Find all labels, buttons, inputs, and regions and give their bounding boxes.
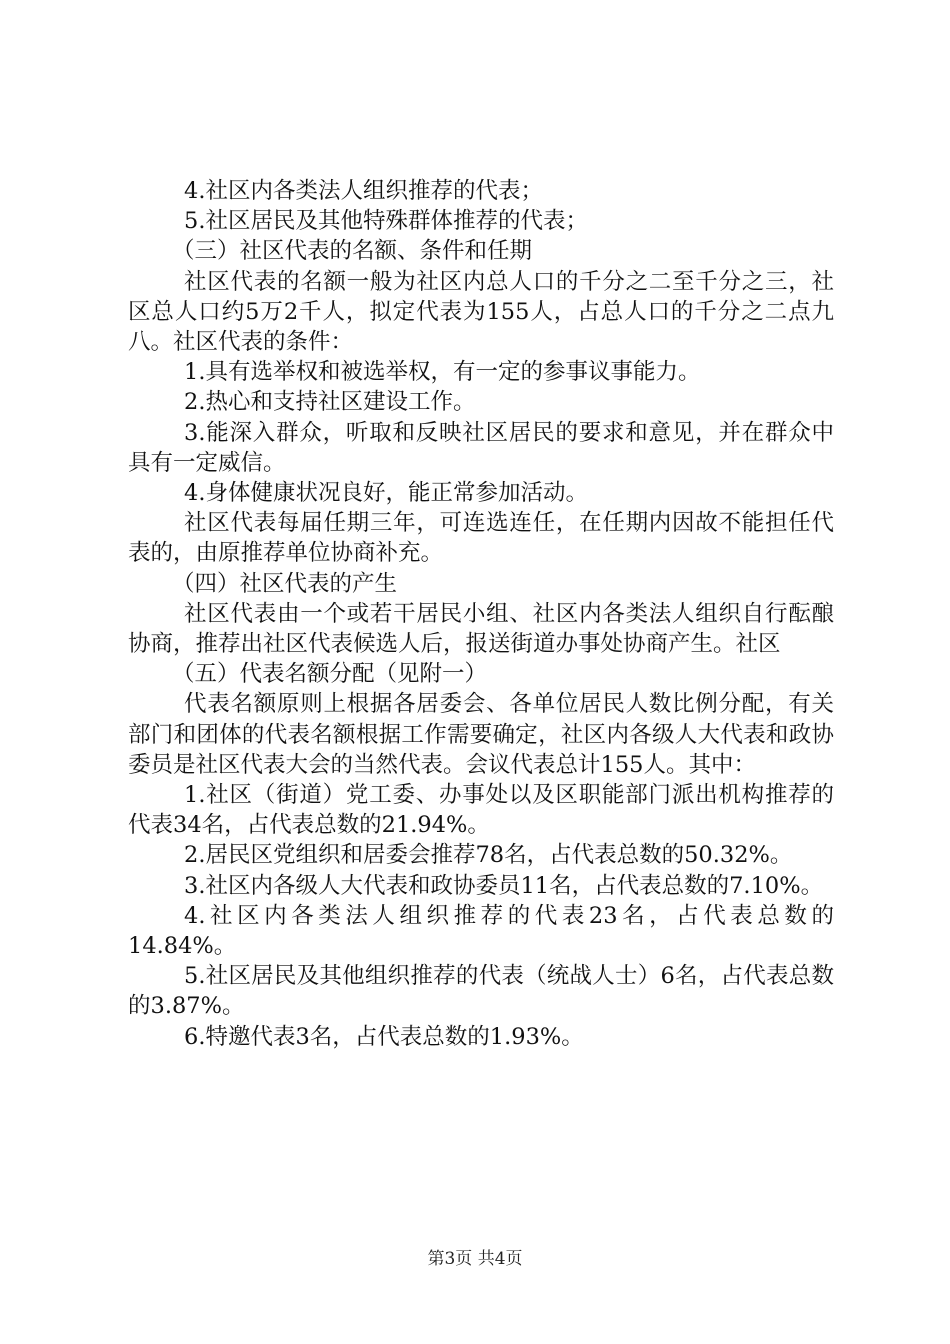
paragraph: 4.身体健康状况良好，能正常参加活动。	[184, 480, 588, 507]
list-item: 1.社区（街道）党工委、办事处以及区职能部门派出机构推荐的代表34名，占代表总数的21.94%。	[128, 782, 834, 839]
section-heading: （三）社区代表的名额、条件和任期	[172, 238, 533, 265]
list-item: 4.社区内各类法人组织推荐的代表23名，占代表总数的14.84%。	[128, 902, 834, 960]
paragraph: 3.能深入群众，听取和反映社区居民的要求和意见，并在群众中具有一定威信。	[128, 419, 834, 476]
list-item: 3.社区内各级人大代表和政协委员11名，占代表总数的7.10%。	[184, 872, 824, 899]
paragraph: 社区代表的名额一般为社区内总人口的千分之二至千分之三，社区总人口约5万2千人，拟定代表为155人，占总人口的千分之二点九八。社区代表的条件：	[128, 268, 834, 356]
paragraph: 2.热心和支持社区建设工作。	[184, 389, 476, 416]
section-heading: （四）社区代表的产生	[172, 570, 398, 597]
paragraph: 代表名额原则上根据各居委会、各单位居民人数比例分配，有关部门和团体的代表名额根据工作需要确定，社区内各级人大代表和政协委员是社区代表大会的当然代表。会议代表总计155人。其中：	[128, 691, 834, 778]
paragraph: 4.社区内各类法人组织推荐的代表；	[184, 178, 543, 204]
body-text	[128, 176, 834, 1052]
paragraph: 5.社区居民及其他特殊群体推荐的代表；	[184, 208, 588, 235]
list-item: 5.社区居民及其他组织推荐的代表（统战人士）6名，占代表总数的3.87%。	[128, 963, 834, 1020]
list-item: 2.居民区党组织和居委会推荐78名，占代表总数的50.32%。	[184, 842, 793, 869]
paragraph: 社区代表由一个或若干居民小组、社区内各类法人组织自行酝酿协商，推荐出社区代表候选人后，报送街道办事处协商产生。社区	[128, 600, 834, 658]
section-heading: （五）代表名额分配（见附一）	[172, 661, 488, 688]
page-number: 第3页 共4页	[427, 1249, 523, 1269]
paragraph: 1.具有选举权和被选举权，有一定的参事议事能力。	[184, 359, 701, 386]
list-item: 6.特邀代表3名，占代表总数的1.93%。	[184, 1023, 584, 1050]
paragraph: 社区代表每届任期三年，可连选连任，在任期内因故不能担任代表的，由原推荐单位协商补充。	[128, 510, 834, 567]
